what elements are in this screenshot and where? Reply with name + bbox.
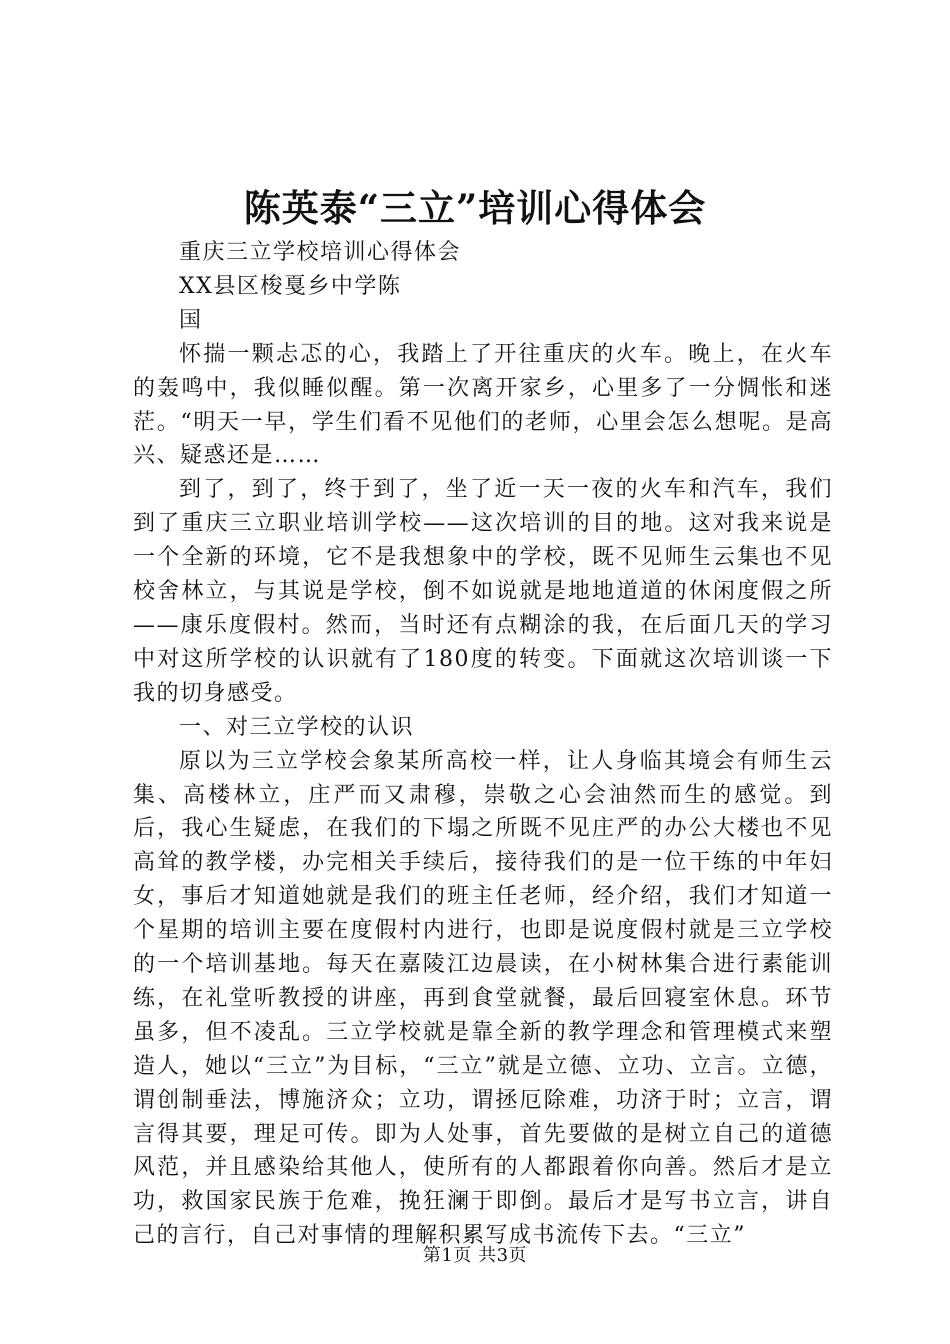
author-school-paragraph: XX县区梭戛乡中学陈 — [179, 273, 402, 299]
body-paragraph: 怀揣一颗忐忑的心，我踏上了开往重庆的火车。晚上，在火车的轰鸣中，我似睡似醒。第一次离开家乡，心里多了一分惆怅和迷茫。“明天一早，学生们看不见他们的老师，心里会怎么想呢。是高兴、疑惑还是…… — [133, 341, 833, 469]
author-name-paragraph: 国 — [179, 307, 203, 333]
document-body — [133, 236, 833, 1253]
section-heading: 一、对三立学校的认识 — [179, 714, 415, 740]
page-number-footer: 第1页 共3页 — [422, 1245, 528, 1266]
document-title: 陈英泰“三立”培训心得体会 — [243, 186, 707, 230]
body-paragraph: 原以为三立学校会象某所高校一样，让人身临其境会有师生云集、高楼林立，庄严而又肃穆，崇敬之心会油然而生的感觉。到后，我心生疑虑，在我们的下塌之所既不见庄严的办公大楼也不见高耸的教学楼，办完相关手续后，接待我们的是一位干练的中年妇女，事后才知道她就是我们的班主任老师，经介绍，我们才知道一个星期的培训主要在度假村内进行，也即是说度假村就是三立学校的一个培训基地。每天在嘉陵江边晨读，在小树林集合进行素能训练，在礼堂听教授的讲座，再到食堂就餐，最后回寝室休息。环节虽多，但不凌乱。三立学校就是靠全新的教学理念和管理模式来塑造人，她以“三立”为目标，“三立”就是立德、立功、立言。立德，谓创制垂法，博施济众；立功，谓拯厄除难，功济于时；立言，谓言得其要，理足可传。即为人处事，首先要做的是树立自己的道德风范，并且感染给其他人，使所有的人都跟着你向善。然后才是立功，救国家民族于危难，挽狂澜于即倒。最后才是写书立言，讲自己的言行，自己对事情的理解积累写成书流传下去。“三立” — [133, 748, 833, 1249]
body-paragraph: 到了，到了，终于到了，坐了近一天一夜的火车和汽车，我们到了重庆三立职业培训学校——这次培训的目的地。这对我来说是一个全新的环境，它不是我想象中的学校，既不见师生云集也不见校舍林立，与其说是学校，倒不如说就是地地道道的休闲度假之所——康乐度假村。然而，当时还有点糊涂的我，在后面几天的学习中对这所学校的认识就有了180度的转变。下面就这次培训谈一下我的切身感受。 — [133, 477, 833, 706]
subtitle-paragraph: 重庆三立学校培训心得体会 — [179, 240, 462, 265]
